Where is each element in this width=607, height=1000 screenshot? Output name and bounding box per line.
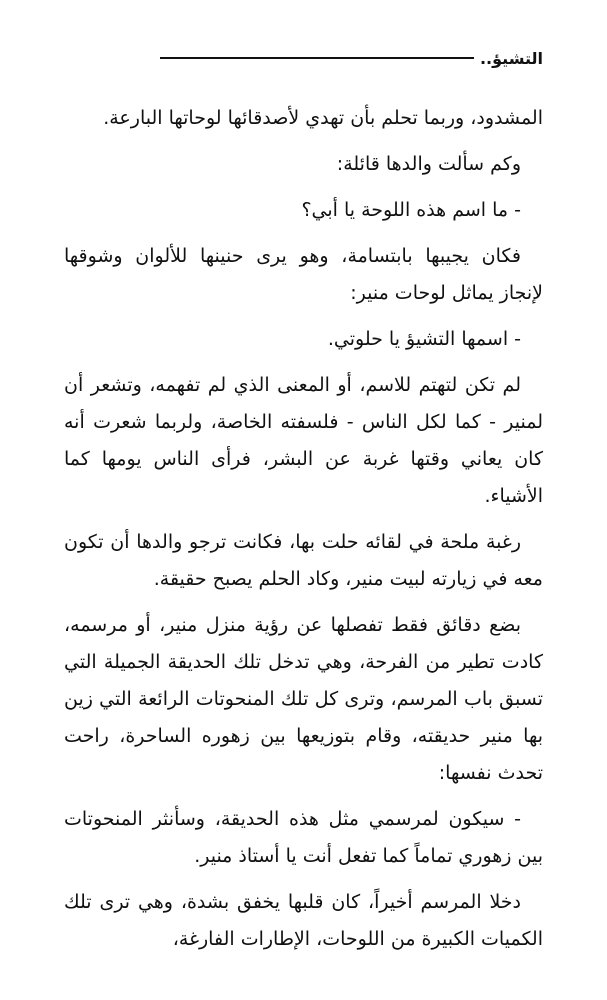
paragraph: رغبة ملحة في لقائه حلت بها، فكانت ترجو والدها أن تكون معه في زيارته لبيت منير، وكاد الحلم يصبح حقيقة. xyxy=(64,531,543,590)
paragraph: - ما اسم هذه اللوحة يا أبي؟ xyxy=(301,199,521,221)
paragraph: دخلا المرسم أخيراً، كان قلبها يخفق بشدة، وهي ترى تلك الكميات الكبيرة من اللوحات، الإطارات الفارغة، xyxy=(64,891,543,950)
paragraph: بضع دقائق فقط تفصلها عن رؤية منزل منير، أو مرسمه، كادت تطير من الفرحة، وهي تدخل تلك الحديقة الجميلة التي تسبق باب المرسم، وترى كل تلك المنحوتات الرائعة التي زين بها منير حديقته، وقام بتوزيعها بين زهوره الساحرة، راحت تحدث نفسها: xyxy=(64,614,543,784)
paragraph: فكان يجيبها بابتسامة، وهو يرى حنينها للألوان وشوقها لإنجاز يماثل لوحات منير: xyxy=(64,245,543,304)
header-rule xyxy=(160,57,474,59)
paragraph: المشدود، وربما تحلم بأن تهدي لأصدقائها لوحاتها البارعة. xyxy=(103,107,543,129)
body-text xyxy=(64,100,543,967)
running-header xyxy=(160,44,543,72)
paragraph: - سيكون لمرسمي مثل هذه الحديقة، وسأنثر المنحوتات بين زهوري تماماً كما تفعل أنت يا أستاذ منير. xyxy=(64,808,543,867)
paragraph: لم تكن لتهتم للاسم، أو المعنى الذي لم تفهمه، وتشعر أن لمنير - كما لكل الناس - فلسفته الخاصة، ولربما شعرت أنه كان يعاني وقتها غربة عن البشر، فرأى الناس يومها كما الأشياء. xyxy=(64,374,543,507)
chapter-title: التشيؤ.. xyxy=(479,48,543,68)
paragraph: وكم سألت والدها قائلة: xyxy=(336,153,521,175)
paragraph: - اسمها التشيؤ يا حلوتي. xyxy=(327,328,521,350)
